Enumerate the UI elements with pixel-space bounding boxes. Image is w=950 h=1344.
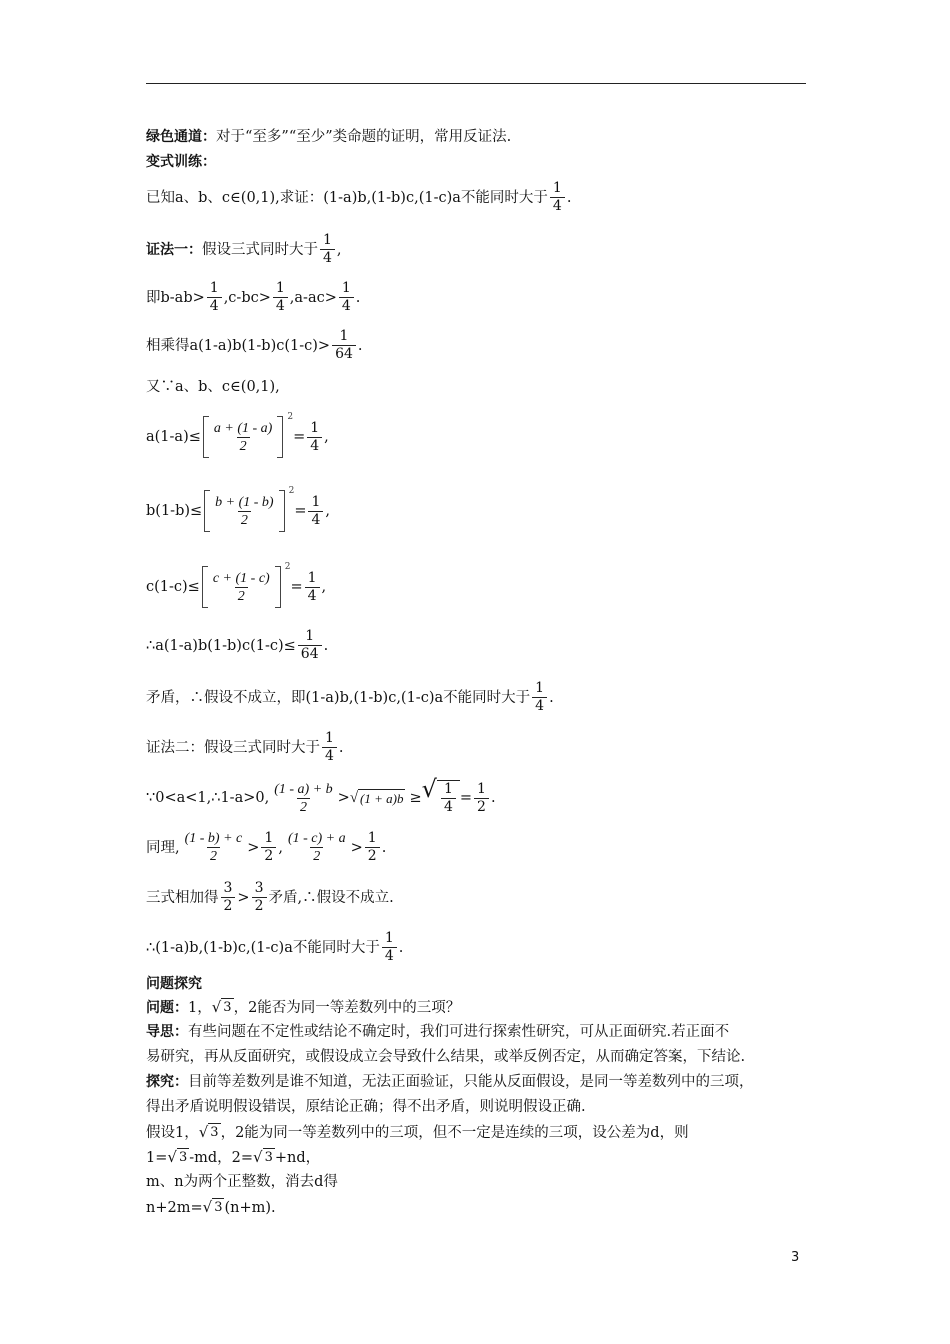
sqrt-3: √ 3 <box>202 1198 223 1216</box>
punct: . <box>323 637 329 654</box>
denominator: 2 <box>221 897 236 915</box>
explore-question <box>146 998 460 1017</box>
radicand: 3 <box>178 1150 188 1165</box>
ineq-b <box>146 486 331 532</box>
denominator: 64 <box>298 645 322 663</box>
guide-label: 导思： <box>146 1024 188 1040</box>
fraction <box>382 930 397 965</box>
guide-line-2 <box>146 1048 745 1066</box>
fraction <box>532 680 547 715</box>
numerator: 1 <box>384 930 394 946</box>
fraction <box>307 420 322 455</box>
ineq-lhs: c(1-c)≤ <box>146 579 200 595</box>
numerator: 1 <box>477 780 486 797</box>
punct: , <box>325 503 331 519</box>
denominator: 2 <box>235 587 248 605</box>
guide-text: 有些问题在不定性或结论不确定时，我们可进行探索性研究，可从正面研究.若正面不 <box>188 1024 730 1040</box>
numerator: 1 <box>209 280 219 296</box>
contradiction-text: 矛盾,∴假设不成立. <box>268 889 394 906</box>
explore-line-2 <box>146 1098 586 1116</box>
explore-text: 得出矛盾说明假设错误，原结论正确；得不出矛盾，则说明假设正确. <box>146 1099 586 1115</box>
denominator: 4 <box>305 587 320 605</box>
numerator: 1 <box>367 830 377 846</box>
equation-text: -md，2= <box>189 1149 254 1166</box>
denominator: 4 <box>382 947 397 965</box>
contradiction-text: 矛盾，∴假设不成立，即(1-a)b,(1-b)c,(1-c)a不能同时大于 <box>146 689 531 706</box>
assumption-text: ，2能为同一等差数列中的三项，但不一定是连续的三项，设公差为d，则 <box>220 1124 689 1141</box>
explore-text: 目前等差数列是谁不知道，无法正面验证，只能从反面假设，是同一等差数列中的三项， <box>188 1074 754 1090</box>
domain-text: 又∵a、b、c∈(0,1), <box>146 379 280 395</box>
similarly-text: 同理, <box>146 839 180 856</box>
punct: . <box>338 739 344 756</box>
denominator: 4 <box>532 697 547 715</box>
equals: = <box>294 503 307 519</box>
denominator: 2 <box>238 511 251 529</box>
method1-contradiction <box>146 680 554 715</box>
denominator: 2 <box>474 798 489 816</box>
sqrt-3: √ 3 <box>253 1148 273 1166</box>
operator: > <box>350 839 363 856</box>
denominator: 4 <box>207 297 222 315</box>
punct: . <box>357 337 363 354</box>
denominator: 2 <box>237 437 250 455</box>
numerator: a + (1 - a) <box>213 420 273 436</box>
method2-similarly <box>146 830 386 865</box>
numerator: 1 <box>275 280 285 296</box>
fraction <box>550 180 565 215</box>
fraction <box>322 730 337 765</box>
radicand: (1 + a)b <box>360 790 404 806</box>
punct: , <box>324 429 329 445</box>
numerator: c + (1 - c) <box>212 570 270 586</box>
method2-amgm <box>146 775 496 816</box>
guide-text: 易研究，再从反面研究，或假设成立会导致什么结果，或举反例否定，从而确定答案，下结论. <box>146 1049 746 1065</box>
problem-text: 已知a、b、c∈(0,1),求证：(1-a)b,(1-b)c,(1-c)a不能同时大于 <box>146 189 548 206</box>
numerator: 1 <box>535 680 545 696</box>
denominator: 4 <box>273 297 288 315</box>
punct: . <box>490 790 496 806</box>
explore-heading <box>146 975 202 993</box>
fraction <box>308 494 323 529</box>
numerator: 1 <box>552 180 562 196</box>
ineq-lhs: b(1-b)≤ <box>146 503 203 519</box>
punct: . <box>549 689 554 706</box>
punct: . <box>566 189 572 206</box>
radicand: 3 <box>223 1000 232 1015</box>
equals: = <box>290 579 303 595</box>
numerator: 3 <box>223 880 233 896</box>
denominator: 2 <box>297 798 310 816</box>
bracket-expression <box>203 416 283 458</box>
radicand: 3 <box>214 1200 223 1215</box>
problem-statement <box>146 180 571 215</box>
fraction <box>212 494 276 529</box>
denominator: 4 <box>550 197 565 215</box>
denominator: 2 <box>310 847 323 865</box>
equation-text: (n+m). <box>224 1199 276 1216</box>
denominator: 4 <box>339 297 354 315</box>
method2-sum <box>146 880 394 915</box>
numerator: 1 <box>443 781 453 797</box>
variant-label: 变式训练： <box>146 154 216 170</box>
equation-text: n+2m= <box>146 1199 203 1216</box>
sum-text: 三式相加得 <box>146 889 219 906</box>
numerator: 1 <box>341 280 351 296</box>
ineq-text: 即b-ab> <box>146 289 205 306</box>
radicand: 3 <box>210 1125 219 1140</box>
fraction <box>221 880 236 915</box>
product-text: 相乘得a(1-a)b(1-b)c(1-c)> <box>146 337 331 354</box>
final-equation-line <box>146 1198 276 1217</box>
explore-line-1 <box>146 1073 754 1091</box>
radicand: 3 <box>264 1150 273 1165</box>
condition-text: ∵0<a<1,∴1-a>0, <box>146 790 270 806</box>
fraction <box>211 420 275 455</box>
equations-line <box>146 1148 320 1167</box>
operator: > <box>237 889 250 906</box>
denominator: 4 <box>307 437 322 455</box>
mn-text: m、n为两个正整数，消去d得 <box>146 1174 338 1190</box>
fraction <box>332 328 356 363</box>
ineq-lhs: a(1-a)≤ <box>146 429 201 445</box>
fraction <box>252 880 267 915</box>
punct: . <box>381 839 387 856</box>
assumption-line <box>146 1123 689 1142</box>
fraction <box>305 570 320 605</box>
method2-text: 证法二：假设三式同时大于 <box>146 739 320 756</box>
question-text: ，2能否为同一等差数列中的三项？ <box>233 999 461 1016</box>
fraction <box>210 570 273 605</box>
fraction <box>320 232 335 267</box>
numerator: 1 <box>307 569 317 586</box>
punct: , <box>278 839 283 856</box>
punct: , <box>321 579 327 595</box>
denominator: 2 <box>365 847 380 865</box>
sqrt-expression: √ (1 + a)b <box>349 789 404 806</box>
fraction <box>339 280 354 315</box>
guide-line-1 <box>146 1023 729 1041</box>
operator: ≥ <box>409 790 422 806</box>
method1-assumption <box>146 232 342 267</box>
numerator: 1 <box>325 730 334 746</box>
denominator: 4 <box>308 511 323 529</box>
exponent: 2 <box>284 562 291 572</box>
punct: , <box>336 241 342 258</box>
method1-conclusion-product <box>146 628 328 663</box>
method1-assume-text: 假设三式同时大于 <box>202 241 318 258</box>
fraction <box>182 830 246 865</box>
numerator: 3 <box>254 880 264 896</box>
page-number: 3 <box>791 1250 800 1265</box>
header-rule <box>146 83 806 84</box>
sqrt-3: √ 3 <box>198 1123 219 1141</box>
fraction <box>474 781 489 816</box>
fraction <box>207 280 222 315</box>
operator: > <box>337 790 350 806</box>
numerator: 1 <box>339 328 349 344</box>
method1-label: 证法一： <box>146 241 202 258</box>
assumption-text: 假设1， <box>146 1124 199 1141</box>
operator: > <box>247 839 260 856</box>
numerator: (1 - c) + a <box>287 831 346 846</box>
exponent: 2 <box>288 486 295 496</box>
conclusion-text: ∴(1-a)b,(1-b)c,(1-c)a不能同时大于 <box>146 939 380 956</box>
sqrt-fraction: √ $\frac{1}{4}$ <box>422 780 460 816</box>
fraction <box>285 830 349 865</box>
product-text: ∴a(1-a)b(1-b)c(1-c)≤ <box>146 637 296 654</box>
ineq-a <box>146 412 329 458</box>
denominator: 2 <box>207 847 220 865</box>
equation-text: 1= <box>146 1149 168 1166</box>
explore-label: 探究： <box>146 1074 188 1090</box>
punct: . <box>398 939 404 956</box>
fraction <box>365 830 380 865</box>
fraction <box>271 781 335 816</box>
mn-line <box>146 1173 338 1191</box>
denominator: 2 <box>252 897 267 915</box>
denominator: 4 <box>320 249 335 267</box>
numerator: (1 - b) + c <box>184 831 243 846</box>
denominator: 4 <box>441 798 456 816</box>
method1-product <box>146 328 363 363</box>
method2-conclusion <box>146 930 403 965</box>
equation-text: +nd， <box>274 1149 321 1166</box>
ineq-text: ,a-ac> <box>289 289 337 306</box>
denominator: 4 <box>322 747 337 765</box>
green-channel-line <box>146 128 511 146</box>
numerator: (1 - a) + b <box>274 781 333 797</box>
sqrt-3: √ 3 <box>211 998 232 1016</box>
method1-domain <box>146 378 280 396</box>
ineq-c <box>146 562 327 608</box>
equals: = <box>293 429 306 445</box>
numerator: 1 <box>305 628 315 644</box>
denominator: 2 <box>261 847 276 865</box>
fraction <box>298 628 322 663</box>
numerator: 1 <box>310 419 320 436</box>
section-title: 问题探究 <box>146 976 202 992</box>
denominator: 64 <box>332 345 356 363</box>
punct: . <box>355 289 361 306</box>
numerator: 1 <box>323 232 332 248</box>
equals: = <box>459 790 473 806</box>
exponent: 2 <box>287 412 294 422</box>
numerator: 1 <box>311 493 321 510</box>
bracket-expression <box>202 566 281 608</box>
green-channel-text: 对于“至多”“至少”类命题的证明，常用反证法. <box>216 129 512 145</box>
question-text: 1， <box>188 999 212 1016</box>
numerator: 1 <box>264 830 274 846</box>
fraction <box>273 280 288 315</box>
method1-expanded-inequalities <box>146 280 360 315</box>
fraction <box>261 830 276 865</box>
variant-training-heading <box>146 153 216 171</box>
question-label: 问题： <box>146 999 188 1016</box>
numerator: b + (1 - b) <box>215 494 274 510</box>
sqrt-3: √ 3 <box>167 1148 188 1166</box>
method2-assumption <box>146 730 344 765</box>
ineq-text: ,c-bc> <box>223 289 271 306</box>
bracket-expression <box>204 490 284 532</box>
green-channel-label: 绿色通道： <box>146 129 216 145</box>
